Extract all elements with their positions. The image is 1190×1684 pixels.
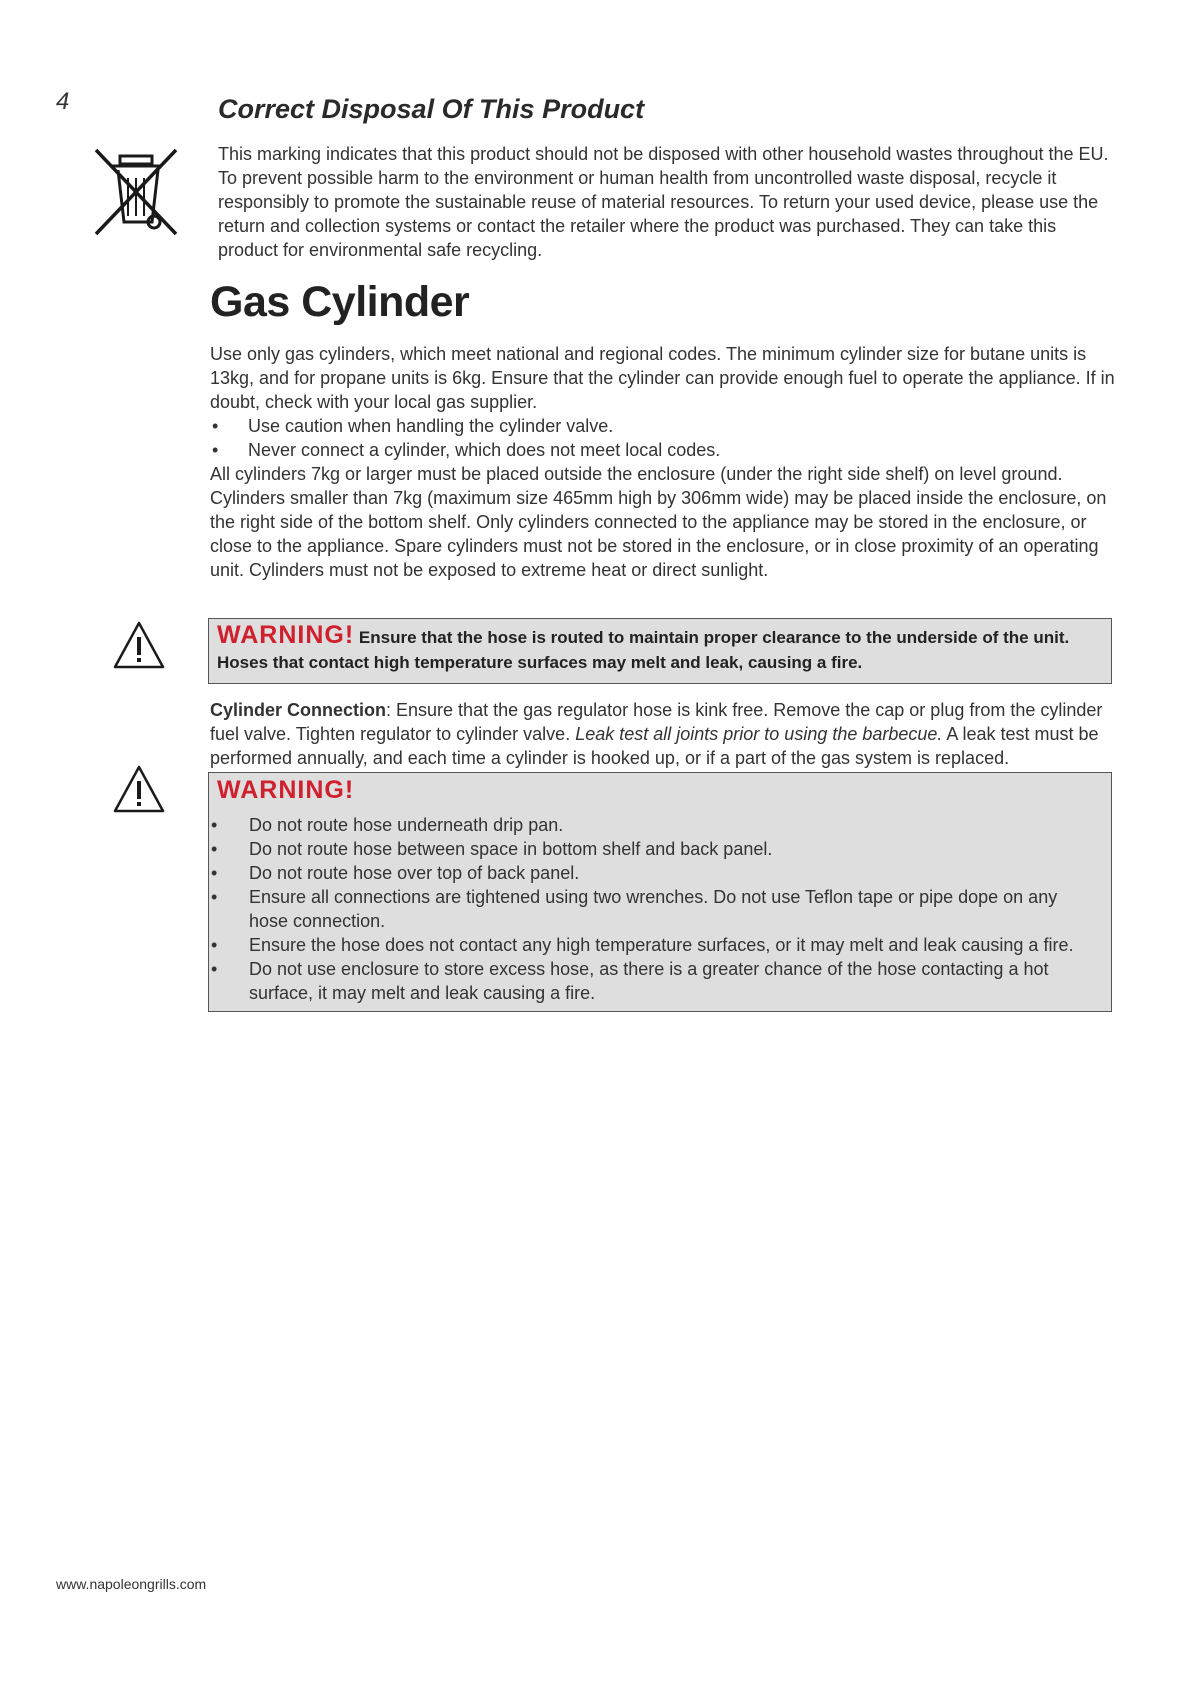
disposal-text: This marking indicates that this product should not be disposed with other household wastes throughout the EU. To prevent possible harm to the environment or human health from uncontrolled waste disposal, recycle it responsibly to promote the sustainable reuse of material resources. To return your used device, please use the return and collection systems or contact the retailer where the product was purchased. They can take this product for environmental safe recycling.: [218, 144, 1109, 260]
list-item: • Do not route hose between space in bottom shelf and back panel.: [209, 837, 1095, 861]
list-item: • Do not use enclosure to store excess hose, as there is a greater chance of the hose contacting a hot surface, it may melt and leak causing a fire.: [209, 957, 1095, 1005]
hose-clearance-warning: [208, 618, 1112, 684]
connection-text: : Ensure that the gas regulator hose is kink free. Remove the cap or plug from the cylinder fuel valve. Tighten regulator to cylinder valve.: [210, 700, 1103, 744]
warning-title: WARNING!: [217, 776, 355, 804]
connection-text-end: A leak test must be performed annually, and each time a cylinder is hooked up, or if a part of the gas system is replaced.: [210, 724, 1099, 768]
list-item: • Do not route hose underneath drip pan.: [209, 813, 1095, 837]
warning-list: [209, 813, 1095, 1005]
warning-title: WARNING!: [217, 621, 355, 649]
footer-url: www.napoleongrills.com: [56, 1576, 207, 1592]
gas-cylinder-bullets: [210, 414, 1120, 462]
page-number: 4: [56, 88, 70, 115]
warning-text: Ensure that the hose is routed to maintain proper clearance to the underside of the unit. Hoses that contact high temperature surfaces may melt and leak, causing a fire.: [217, 628, 1070, 672]
warning-triangle-icon: [112, 620, 166, 670]
warning-triangle-icon: [112, 764, 166, 814]
leak-test-note: Leak test all joints prior to using the barbecue.: [575, 724, 943, 744]
list-item: • Do not route hose over top of back panel.: [209, 861, 1095, 885]
list-item: • Never connect a cylinder, which does not meet local codes.: [210, 438, 1120, 462]
disposal-title: Correct Disposal Of This Product: [218, 94, 645, 124]
crossed-out-wheelie-bin-icon: [90, 146, 182, 238]
cylinder-placement-text: All cylinders 7kg or larger must be placed outside the enclosure (under the right side shelf) on level ground. Cylinders smaller than 7kg (maximum size 465mm high by 306mm wide) may be placed inside the enclosure, on the right side of the bottom shelf. Only cylinders connected to the appliance may be stored in the enclosure, or close to the appliance. Spare cylinders must not be stored in the enclosure, or in close proximity of an operating unit. Cylinders must not be exposed to extreme heat or direct sunlight.: [210, 464, 1107, 580]
hose-routing-warning: [208, 772, 1112, 1012]
cylinder-connection-text: [210, 698, 1120, 770]
list-item: • Use caution when handling the cylinder valve.: [210, 414, 1120, 438]
gas-cylinder-heading: Gas Cylinder: [210, 278, 470, 326]
gas-cylinder-intro: Use only gas cylinders, which meet national and regional codes. The minimum cylinder size for butane units is 13kg, and for propane units is 6kg. Ensure that the cylinder can provide enough fuel to operate the appliance. If in doubt, check with your local gas supplier.: [210, 344, 1115, 412]
list-item: • Ensure all connections are tightened using two wrenches. Do not use Teflon tape or pipe dope on any hose connection.: [209, 885, 1095, 933]
list-item: • Ensure the hose does not contact any high temperature surfaces, or it may melt and leak causing a fire.: [209, 933, 1095, 957]
cylinder-connection-label: Cylinder Connection: [210, 700, 387, 720]
